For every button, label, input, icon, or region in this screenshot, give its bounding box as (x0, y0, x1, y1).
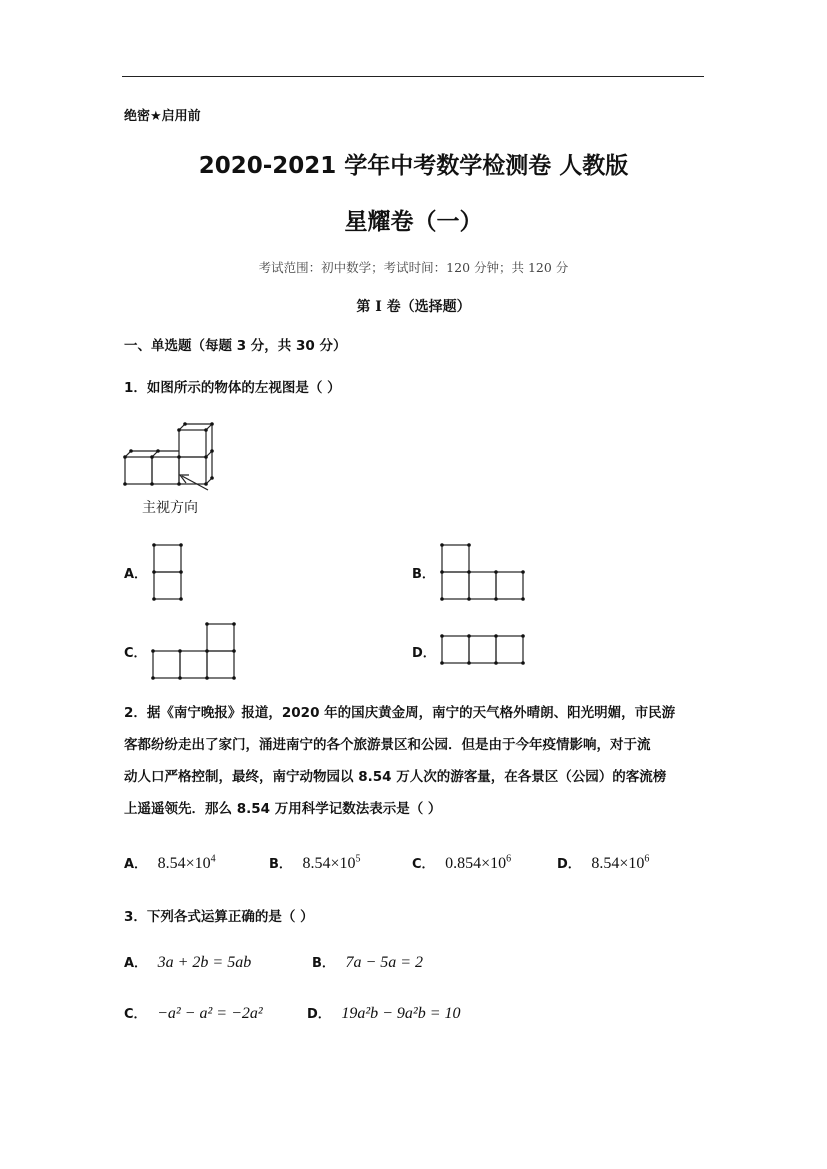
part-label: 第 I 卷（选择题） (356, 299, 471, 315)
q3-option-a[interactable] (124, 952, 251, 972)
secret-label: 绝密★启用前 (124, 109, 201, 124)
q2-line-4: 上遥遥领先．那么 8.54 万用科学记数法表示是（ ） (124, 801, 442, 817)
q2-option-c[interactable] (412, 853, 511, 873)
question-1-figure (120, 420, 230, 500)
section-heading: 一、单选题（每题 3 分，共 30 分） (124, 338, 347, 354)
question-3-stem: 3．下列各式运算正确的是（ ） (124, 909, 314, 925)
q2-option-a-expr: $8.54\times 10^4$ (157, 853, 216, 872)
q1-option-c-figure (151, 622, 239, 680)
q3-option-b[interactable] (312, 952, 423, 972)
figure-caption: 主视方向 (142, 500, 198, 516)
q3-option-d-label: D． (307, 1007, 331, 1022)
q2-line-2: 客都纷纷走出了家门，涌进南宁的各个旅游景区和公园．但是由于今年疫情影响，对于流 (124, 737, 651, 753)
question-1-stem: 1．如图所示的物体的左视图是（ ） (124, 380, 341, 396)
q1-option-b-figure (440, 543, 528, 601)
q3-option-c-label: C． (124, 1007, 147, 1022)
q2-line-1: 2．据《南宁晚报》报道，2020 年的国庆黄金周，南宁的天气格外晴朗、阳光明媚，市民游 (124, 705, 676, 721)
q3-option-d[interactable] (307, 1003, 461, 1023)
exam-info: 考试范围：初中数学；考试时间：120 分钟；共 120 分 (258, 260, 569, 275)
q1-option-d-figure (440, 634, 528, 666)
q1-option-b-label[interactable]: B． (412, 567, 435, 582)
q1-option-a-figure (152, 543, 184, 601)
q2-option-c-label: C． (412, 857, 435, 872)
q3-option-a-expr: 3a + 2b = 5ab (157, 954, 252, 971)
q2-option-b-label: B． (269, 857, 292, 872)
q2-option-a[interactable] (124, 853, 216, 873)
q1-option-a-label[interactable]: A． (124, 567, 148, 582)
q3-option-c-expr: −a² − a² = −2a² (157, 1005, 263, 1022)
header-rule (122, 76, 704, 77)
q2-option-a-label: A． (124, 857, 148, 872)
q2-option-d-label: D． (557, 857, 581, 872)
q2-line-3: 动人口严格控制，最终，南宁动物园以 8.54 万人次的游客量，在各景区（公园）的客流榜 (124, 769, 667, 785)
q3-option-a-label: A． (124, 956, 148, 971)
q3-option-b-label: B． (312, 956, 335, 971)
q3-option-d-expr: 19a²b − 9a²b = 10 (341, 1005, 461, 1022)
q2-option-c-expr: $0.854\times 10^6$ (445, 853, 512, 872)
exam-subtitle: 星耀卷（一） (344, 209, 483, 235)
q2-option-b[interactable] (269, 853, 360, 873)
q1-option-c-label[interactable]: C． (124, 646, 147, 661)
question-2-stem (124, 697, 714, 825)
q2-option-d-expr: $8.54\times 10^6$ (591, 853, 650, 872)
q2-option-d[interactable] (557, 853, 649, 873)
q3-option-b-expr: 7a − 5a = 2 (345, 954, 424, 971)
q2-option-b-expr: $8.54\times 10^5$ (302, 853, 361, 872)
q3-option-c[interactable] (124, 1003, 263, 1023)
q1-option-d-label[interactable]: D． (412, 646, 436, 661)
exam-title: 2020-2021 学年中考数学检测卷 人教版 (198, 153, 629, 179)
